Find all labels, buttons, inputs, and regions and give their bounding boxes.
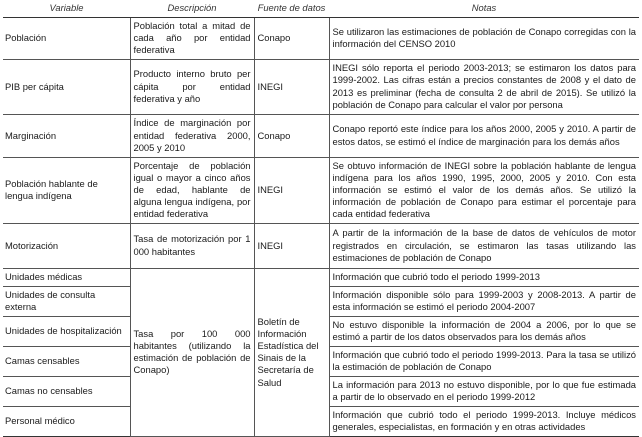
header-variable: Variable [3, 0, 130, 18]
cell-descripcion: Producto interno bruto per cápita por entidad federativa y año [130, 59, 254, 114]
table-row [3, 157, 639, 223]
table-row [3, 114, 639, 157]
cell-notas: Información que cubrió todo el periodo 1999-2013. Incluye médicos generales, especialistas, en formación y en otras actividades [329, 406, 639, 436]
cell-variable: Camas censables [3, 346, 130, 376]
cell-notas: Se utilizaron las estimaciones de población de Conapo corregidas con la información del CENSO 2010 [329, 18, 639, 60]
header-descripcion: Descripción [130, 0, 254, 18]
cell-descripcion: Índice de marginación por entidad federativa 2000, 2005 y 2010 [130, 114, 254, 157]
table-row [3, 59, 639, 114]
cell-fuente: Conapo [254, 18, 329, 60]
cell-notas: Conapo reportó este índice para los años 2000, 2005 y 2010. A partir de estos datos, se estimó el índice de marginación para los demás años [329, 114, 639, 157]
cell-notas: Información disponible sólo para 1999-2003 y 2008-2013. A partir de esta información se estimó el periodo 2004-2007 [329, 286, 639, 316]
cell-variable: Unidades médicas [3, 268, 130, 286]
variables-table [3, 0, 639, 437]
cell-variable: Población hablante de lengua indígena [3, 157, 130, 223]
table-header-row [3, 0, 639, 18]
table-row [3, 223, 639, 268]
cell-variable: Motorización [3, 223, 130, 268]
cell-variable: Población [3, 18, 130, 60]
cell-notas: INEGI sólo reporta el periodo 2003-2013; se estimaron los datos para 1999-2002. Las cifras están a precios constantes de 2008 y el dato de 2013 es preliminar (fecha de consulta 2 de abril de 2015). Se utilizó la población de Conapo para calcular el valor por persona [329, 59, 639, 114]
cell-notas: Información que cubrió todo el periodo 1999-2013 [329, 268, 639, 286]
header-notas: Notas [329, 0, 639, 18]
cell-descripcion: Porcentaje de población igual o mayor a cinco años de edad, hablante de alguna lengua indígena, por entidad federativa [130, 157, 254, 223]
cell-variable: Marginación [3, 114, 130, 157]
cell-variable: Camas no censables [3, 376, 130, 406]
cell-notas: La información para 2013 no estuvo disponible, por lo que fue estimada a partir de lo observado en el periodo 1999-2012 [329, 376, 639, 406]
cell-notas: Información que cubrió todo el periodo 1999-2013. Para la tasa se utilizó la estimación de población de Conapo [329, 346, 639, 376]
table-row [3, 18, 639, 60]
cell-descripcion-shared: Tasa por 100 000 habitantes (utilizando la estimación de población de Conapo) [130, 268, 254, 436]
cell-fuente-shared: Boletín de Información Estadística del Sinais de la Secretaría de Salud [254, 268, 329, 436]
header-fuente: Fuente de datos [254, 0, 329, 18]
cell-variable: PIB per cápita [3, 59, 130, 114]
cell-notas: No estuvo disponible la información de 2004 a 2006, por lo que se estimó a partir de los datos observados para los demás años [329, 316, 639, 346]
cell-variable: Unidades de hospitalización [3, 316, 130, 346]
table-row [3, 268, 639, 286]
cell-fuente: INEGI [254, 59, 329, 114]
cell-fuente: INEGI [254, 223, 329, 268]
cell-descripcion: Población total a mitad de cada año por entidad federativa [130, 18, 254, 60]
cell-descripcion: Tasa de motorización por 1 000 habitantes [130, 223, 254, 268]
cell-variable: Unidades de consulta externa [3, 286, 130, 316]
cell-variable: Personal médico [3, 406, 130, 436]
cell-fuente: INEGI [254, 157, 329, 223]
cell-notas: A partir de la información de la base de datos de vehículos de motor registrados en circulación, se estimaron las tasas utilizando las estimaciones de población de Conapo [329, 223, 639, 268]
cell-notas: Se obtuvo información de INEGI sobre la población hablante de lengua indígena para los años 1990, 1995, 2000, 2005 y 2010. Con esta información se estimó el valor de los demás años. Se utilizó la información de población de Conapo para estimar el porcentaje para cada entidad federativa [329, 157, 639, 223]
cell-fuente: Conapo [254, 114, 329, 157]
